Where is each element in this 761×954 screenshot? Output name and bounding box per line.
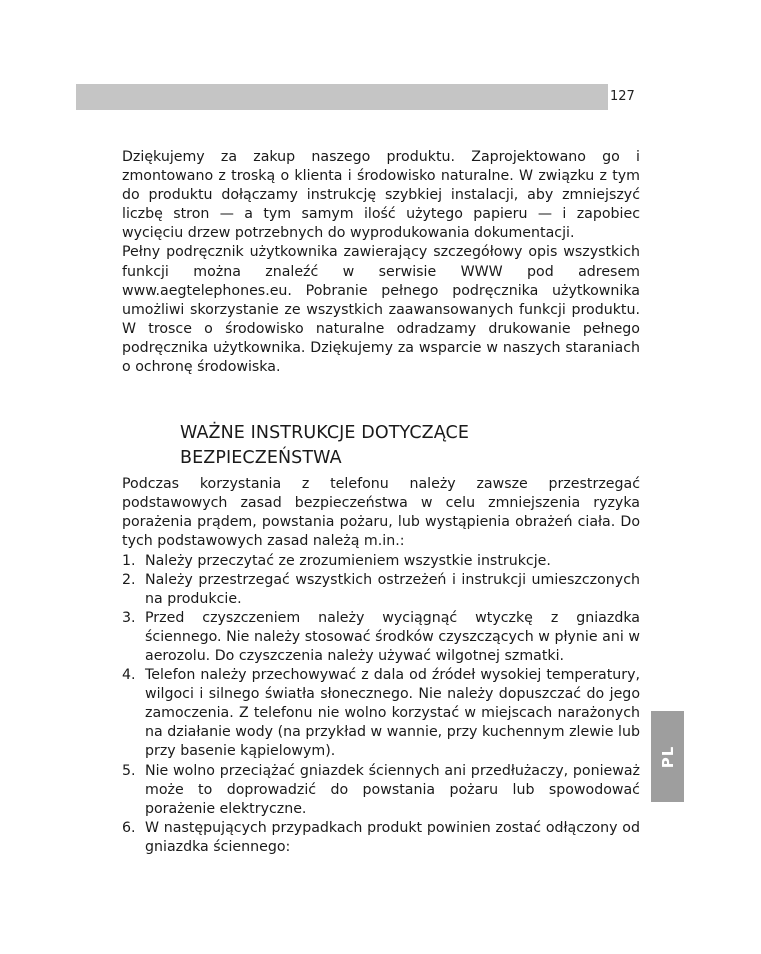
safety-intro-paragraph: Podczas korzystania z telefonu należy zawsze przestrzegać podstawowych zasad bezpieczeństwa w celu zmniejszenia ryzyka porażenia prądem, powstania pożaru, lub wystąpienia obrażeń ciała. Do tych podstawowych zasad należą m.in.: — [122, 476, 640, 550]
header-bar — [76, 84, 608, 110]
list-item — [122, 819, 640, 857]
list-item — [122, 571, 640, 609]
page-content — [122, 148, 640, 857]
page-number: 127 — [610, 89, 635, 104]
intro-paragraph-2: Pełny podręcznik użytkownika zawierający szczegółowy opis wszystkich funkcji można znaleźć w serwisie WWW pod adresem www.aegtelephones.eu. Pobranie pełnego podręcznika użytkownika umożliwi skorzystanie ze wszystkich zaawansowanych funkcji produktu. W trosce o środowisko naturalne odradzamy drukowanie pełnego podręcznika użytkownika. Dziękujemy za wsparcie w naszych staraniach o ochronę środowiska. — [122, 244, 640, 376]
list-item — [122, 762, 640, 819]
list-item — [122, 666, 640, 761]
language-side-tab — [651, 711, 684, 802]
list-item-number: 3. — [122, 609, 136, 626]
list-item-text: W następujących przypadkach produkt powinien zostać odłączony od gniazdka ściennego: — [145, 819, 640, 855]
list-item — [122, 552, 640, 571]
section-heading — [180, 421, 640, 471]
list-item-number: 6. — [122, 819, 136, 836]
list-item-text: Należy przestrzegać wszystkich ostrzeżeń i instrukcji umieszczonych na produkcie. — [145, 571, 640, 607]
instructions-list — [122, 552, 640, 858]
section-heading-line-2: BEZPIECZEŃSTWA — [180, 448, 342, 469]
section-heading-line-1: WAŻNE INSTRUKCJE DOTYCZĄCE — [180, 423, 469, 444]
list-item-text: Przed czyszczeniem należy wyciągnąć wtyczkę z gniazdka ściennego. Nie należy stosować środków czyszczących w płynie ani w aerozolu. Do czyszczenia należy używać wilgotnej szmatki. — [145, 609, 640, 664]
list-item-number: 2. — [122, 571, 136, 588]
intro-paragraph-1: Dziękujemy za zakup naszego produktu. Zaprojektowano go i zmontowano z troską o klienta i środowisko naturalne. W związku z tym do produktu dołączamy instrukcję szybkiej instalacji, aby zmniejszyć liczbę stron — a tym samym ilość użytego papieru — i zapobiec wycięciu drzew potrzebnych do wyprodukowania dokumentacji. — [122, 149, 640, 242]
list-item — [122, 609, 640, 666]
list-item-text: Telefon należy przechowywać z dala od źródeł wysokiej temperatury, wilgoci i silnego światła słonecznego. Nie należy dopuszczać do jego zamoczenia. Z telefonu nie wolno korzystać w miejscach narażonych na działanie wody (na przykład w wannie, przy kuchennym zlewie lub przy basenie kąpielowym). — [145, 667, 640, 760]
list-item-number: 1. — [122, 552, 136, 569]
list-item-text: Należy przeczytać ze zrozumieniem wszystkie instrukcje. — [145, 552, 551, 569]
list-item-number: 4. — [122, 667, 136, 684]
language-tab-label: PL — [658, 745, 677, 768]
list-item-number: 5. — [122, 762, 136, 779]
list-item-text: Nie wolno przeciążać gniazdek ściennych ani przedłużaczy, ponieważ może to doprowadzić do powstania pożaru lub spowodować porażenie elektryczne. — [145, 762, 640, 817]
